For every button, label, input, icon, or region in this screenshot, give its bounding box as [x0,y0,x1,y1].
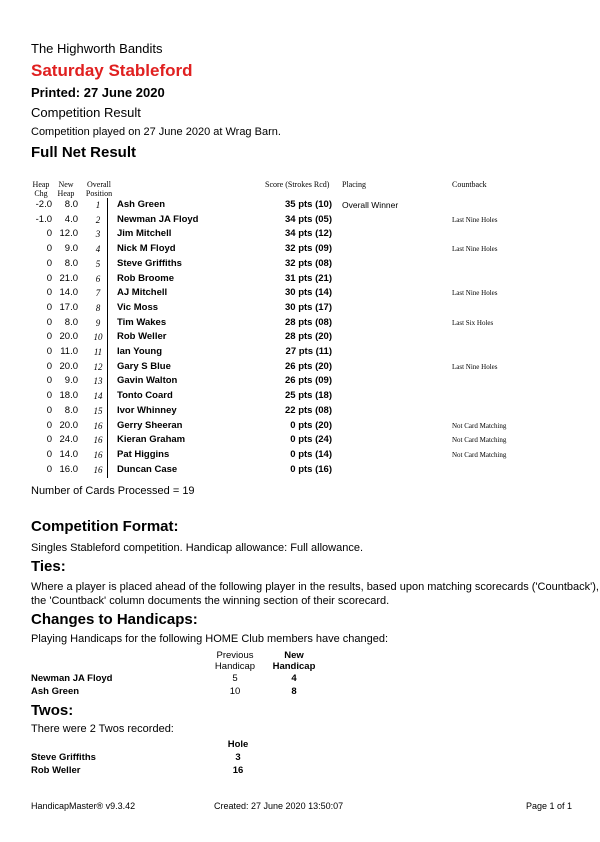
col-new-handicap [268,650,320,672]
position: 14 [93,391,103,402]
score: 34 pts (12) [285,228,332,240]
col-hcap-chg-line1: Heap [32,180,50,189]
position: 16 [93,420,103,431]
col-overall-line1: Overall [87,180,111,189]
score: 30 pts (14) [285,287,332,299]
placing: Overall Winner [342,200,399,210]
col-hcap-chg-header [29,180,53,198]
col-new-hcap-header [54,180,78,198]
new-hcap: 8.0 [64,257,78,269]
position: 12 [93,361,103,372]
hcap-chg: 0 [46,404,52,416]
club-name: The Highworth Bandits [31,41,163,56]
new-handicap: 4 [291,673,297,684]
new-hcap: 20.0 [59,419,78,431]
result-row [0,316,600,331]
twos-player-name: Steve Griffiths [31,752,96,763]
new-handicap: 8 [291,686,297,697]
player-name: AJ Mitchell [117,287,168,299]
result-row [0,227,600,242]
printed-date: Printed: 27 June 2020 [31,85,165,100]
col-new-hcap-line1: New [58,180,74,189]
new-hcap: 17.0 [59,301,78,313]
col-previous-handicap [210,650,260,672]
col-previous-line2: Handicap [214,661,256,672]
score: 0 pts (20) [290,419,332,431]
result-row [0,301,600,316]
result-row [0,404,600,419]
score: 0 pts (24) [290,434,332,446]
hcap-chg: -1.0 [35,213,52,225]
score: 31 pts (21) [285,272,332,284]
footer-page: Page 1 of 1 [526,801,573,811]
position: 2 [95,214,101,225]
col-hole: Hole [227,739,249,750]
col-countback-header: Countback [452,180,487,189]
result-row [0,330,600,345]
new-hcap: 12.0 [59,228,78,240]
score: 27 pts (11) [285,346,332,357]
col-placing-header: Placing [342,180,366,189]
footer-software: HandicapMaster® v9.3.42 [31,801,136,811]
player-name: Rob Weller [117,331,167,343]
countback: Not Card Matching [452,436,507,445]
new-hcap: 11.0 [60,346,78,357]
new-hcap: 8.0 [64,199,78,210]
hcap-chg: 0 [46,463,52,475]
new-hcap: 20.0 [59,331,78,343]
player-name: Tonto Coard [117,390,173,402]
position: 8 [95,302,101,313]
cards-processed: Number of Cards Processed = 19 [31,485,195,497]
twos-player-name: Rob Weller [31,765,81,776]
position: 7 [95,288,101,299]
position: 1 [95,200,101,210]
col-overall-header [82,180,116,198]
result-row [0,374,600,389]
hcap-chg: 0 [46,287,52,299]
score: 22 pts (08) [285,404,332,416]
position: 9 [95,317,101,328]
new-hcap: 18.0 [59,390,78,402]
player-name: Rob Broome [117,272,174,284]
played-info: Competition played on 27 June 2020 at Wrag Barn. [31,126,281,138]
score: 26 pts (20) [285,360,332,372]
countback: Not Card Matching [452,421,507,430]
hcap-chg: 0 [46,390,52,402]
twos-hole: 16 [232,765,244,776]
footer-created: Created: 27 June 2020 13:50:07 [214,801,344,811]
new-hcap: 4.0 [64,213,78,225]
result-row [0,213,600,228]
score: 28 pts (08) [285,316,332,328]
player-name: Newman JA Floyd [117,213,199,225]
score: 30 pts (17) [285,301,332,313]
new-hcap: 20.0 [59,360,78,372]
hcap-chg: 0 [46,346,52,357]
previous-handicap: 10 [229,686,241,697]
full-net-result-heading: Full Net Result [31,144,137,161]
format-heading: Competition Format: [31,518,179,535]
position: 11 [93,347,103,357]
player-name: Ivor Whinney [117,404,177,416]
competition-title: Saturday Stableford [31,61,193,80]
ties-text-line2: the 'Countback' column documents the winning section of their scorecard. [31,595,390,607]
score: 0 pts (16) [290,463,332,475]
result-row [0,286,600,301]
position: 6 [95,273,101,284]
hcap-chg: 0 [46,316,52,328]
result-row [0,272,600,287]
countback: Last Nine Holes [452,245,498,254]
player-name: Nick M Floyd [117,243,176,255]
result-row [0,389,600,404]
new-hcap: 21.0 [59,272,78,284]
twos-intro: There were 2 Twos recorded: [31,723,174,735]
result-row [0,345,600,360]
hcap-chg: 0 [46,301,52,313]
position: 3 [95,229,101,240]
new-hcap: 14.0 [59,448,78,460]
score: 0 pts (14) [290,448,332,460]
hcap-chg: 0 [46,331,52,343]
hcap-chg: 0 [46,419,52,431]
new-hcap: 8.0 [64,316,78,328]
position: 4 [95,244,101,255]
handicaps-heading: Changes to Handicaps: [31,611,198,628]
col-new-line2: Handicap [272,661,316,672]
player-name: Gavin Walton [117,375,178,387]
new-hcap: 14.0 [59,287,78,299]
countback: Not Card Matching [452,450,507,459]
score: 28 pts (20) [285,331,332,343]
new-hcap: 9.0 [64,375,78,387]
handicaps-intro: Playing Handicaps for the following HOME Club members have changed: [31,633,389,645]
hcap-chg: 0 [46,272,52,284]
new-hcap: 9.0 [64,243,78,255]
new-hcap: 8.0 [64,404,78,416]
new-hcap: 24.0 [59,434,78,446]
score: 35 pts (10) [285,199,332,210]
score: 32 pts (09) [285,243,332,255]
score: 25 pts (18) [285,390,332,402]
col-score-header: Score (Strokes Rcd) [265,180,330,189]
twos-hole: 3 [235,752,241,763]
player-name: Ash Green [117,199,166,210]
ties-heading: Ties: [31,558,66,575]
countback: Last Nine Holes [452,362,498,371]
countback: Last Six Holes [452,318,494,327]
player-name: Ian Young [117,346,163,357]
position: 16 [93,435,103,446]
format-text: Singles Stableford competition. Handicap allowance: Full allowance. [31,542,364,554]
result-row [0,419,600,434]
position: 13 [93,376,103,387]
result-row [0,257,600,272]
position: 5 [95,258,101,269]
hcap-chg: 0 [46,434,52,446]
result-row [0,463,600,478]
result-row [0,360,600,375]
player-name: Steve Griffiths [117,257,182,269]
score: 32 pts (08) [285,257,332,269]
hcap-chg: -2.0 [35,199,52,210]
hcap-chg: 0 [46,243,52,255]
col-overall-line2: Position [85,189,113,198]
player-name: Gary S Blue [117,360,171,372]
hcap-chg: 0 [46,448,52,460]
previous-handicap: 5 [232,673,238,684]
position: 15 [93,405,103,416]
result-row [0,433,600,448]
hcap-chg: 0 [46,257,52,269]
player-name: Duncan Case [117,463,178,475]
player-name: Tim Wakes [117,316,167,328]
result-row [0,242,600,257]
player-name: Pat Higgins [117,448,170,460]
handicap-player-name: Newman JA Floyd [31,673,113,684]
player-name: Vic Moss [117,301,159,313]
result-row [0,198,600,213]
col-hcap-chg-line2: Chg [34,189,48,198]
col-new-hcap-line2: Heap [57,189,75,198]
player-name: Gerry Sheeran [117,419,183,431]
col-previous-line1: Previous [216,650,254,661]
hcap-chg: 0 [46,360,52,372]
countback: Last Nine Holes [452,289,498,298]
result-label: Competition Result [31,105,141,120]
twos-heading: Twos: [31,702,74,719]
score: 34 pts (05) [285,213,332,225]
col-new-line1: New [284,650,304,661]
hcap-chg: 0 [46,228,52,240]
countback: Last Nine Holes [452,215,498,224]
new-hcap: 16.0 [59,463,78,475]
handicap-player-name: Ash Green [31,686,80,697]
player-name: Jim Mitchell [117,228,172,240]
position: 16 [93,464,103,475]
ties-text-line1: Where a player is placed ahead of the following player in the results, based upon matching scorecards ('Countback'), [31,581,599,593]
player-name: Kieran Graham [117,434,186,446]
result-row [0,448,600,463]
hcap-chg: 0 [46,375,52,387]
score: 26 pts (09) [285,375,332,387]
position: 16 [93,449,103,460]
position: 10 [93,332,103,343]
